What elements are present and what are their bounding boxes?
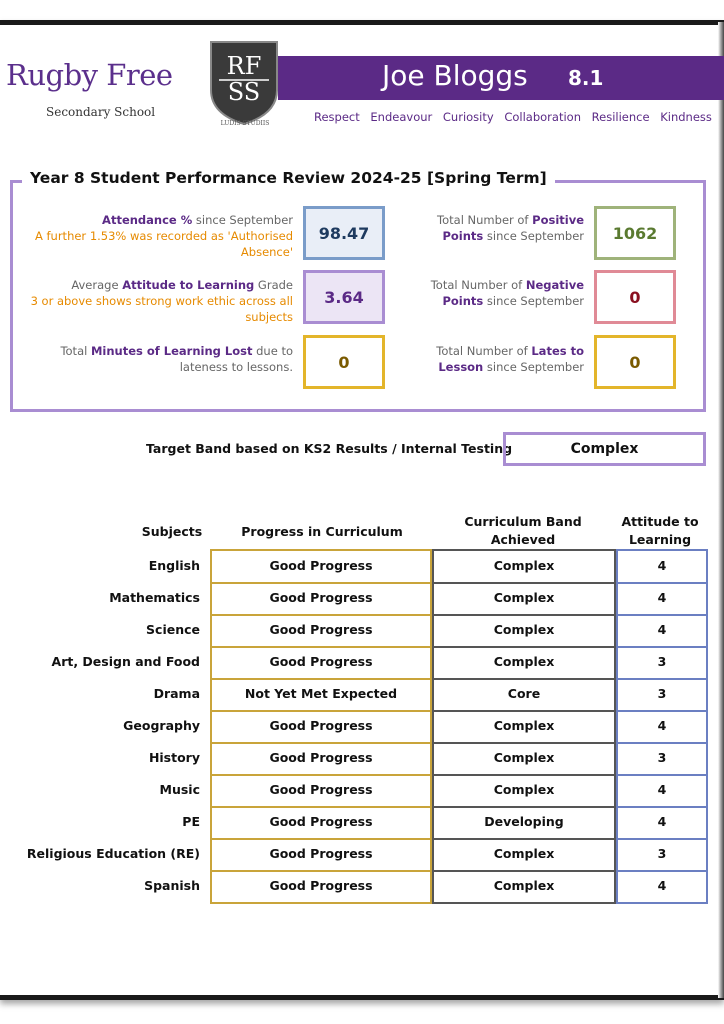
attitude-cell: 3 bbox=[657, 686, 667, 701]
target-band-label: Target Band based on KS2 Results / Internal Testing bbox=[146, 441, 513, 456]
band-cell: Complex bbox=[493, 846, 555, 861]
progress-cell: Good Progress bbox=[269, 782, 373, 797]
attitude-cell: 3 bbox=[657, 750, 667, 765]
progress-cell: Good Progress bbox=[269, 814, 373, 829]
subject-name: Music bbox=[159, 782, 200, 797]
school-name: Rugby Free bbox=[6, 58, 173, 92]
school-values bbox=[314, 110, 719, 124]
lates-label: Total Number of Lates to Lesson since September bbox=[436, 344, 584, 374]
school-subtitle: Secondary School bbox=[46, 105, 156, 119]
band-cell: Core bbox=[507, 686, 541, 701]
value-item: Kindness bbox=[660, 110, 712, 124]
band-cell: Complex bbox=[493, 654, 555, 669]
band-cell: Developing bbox=[484, 814, 564, 829]
header-attitude: Attitude to Learning bbox=[621, 514, 699, 547]
student-name: Joe Bloggs bbox=[382, 59, 528, 92]
attitude-cell: 4 bbox=[657, 878, 667, 893]
subject-name: Religious Education (RE) bbox=[26, 846, 200, 861]
attendance-note: A further 1.53% was recorded as 'Authorised Absence' bbox=[34, 229, 293, 259]
subject-name: Drama bbox=[153, 686, 200, 701]
band-cell: Complex bbox=[493, 782, 555, 797]
attitude-cell: 4 bbox=[657, 622, 667, 637]
crest-text-bottom: SS bbox=[227, 78, 261, 106]
subject-name: Mathematics bbox=[109, 590, 200, 605]
header-subjects: Subjects bbox=[141, 524, 203, 539]
subject-name: PE bbox=[182, 814, 200, 829]
school-crest-icon bbox=[207, 38, 281, 130]
value-item: Endeavour bbox=[370, 110, 433, 124]
progress-cell: Good Progress bbox=[269, 718, 373, 733]
attitude-value: 3.64 bbox=[303, 270, 385, 324]
band-cell: Complex bbox=[493, 590, 555, 605]
value-item: Collaboration bbox=[504, 110, 581, 124]
band-cell: Complex bbox=[493, 878, 555, 893]
attitude-cell: 4 bbox=[657, 718, 667, 733]
header-progress: Progress in Curriculum bbox=[241, 524, 403, 539]
progress-cell: Good Progress bbox=[269, 558, 373, 573]
minutes-lost-value: 0 bbox=[303, 335, 385, 389]
header-band: Curriculum Band Achieved bbox=[464, 514, 582, 547]
attitude-cell: 3 bbox=[657, 846, 667, 861]
attitude-cell: 4 bbox=[657, 782, 667, 797]
value-item: Respect bbox=[314, 110, 360, 124]
positive-points-label: Total Number of Positive Points since September bbox=[437, 213, 584, 243]
attitude-note: 3 or above shows strong work ethic across all subjects bbox=[30, 294, 293, 324]
review-title: Year 8 Student Performance Review 2024-25 [Spring Term] bbox=[22, 169, 555, 187]
lates-value: 0 bbox=[594, 335, 676, 389]
progress-cell: Good Progress bbox=[269, 750, 373, 765]
attendance-label: Attendance % since September A further 1.53% was recorded as 'Authorised Absence' bbox=[34, 213, 293, 259]
progress-cell: Good Progress bbox=[269, 590, 373, 605]
band-cell: Complex bbox=[493, 622, 555, 637]
value-item: Curiosity bbox=[442, 110, 494, 124]
crest-text-top: RF bbox=[226, 52, 262, 80]
school-motto: LUDIS STUDIIS bbox=[220, 120, 270, 127]
target-band-value: Complex bbox=[503, 432, 706, 466]
attendance-value: 98.47 bbox=[303, 206, 385, 260]
band-cell: Complex bbox=[493, 750, 555, 765]
subject-name: English bbox=[148, 558, 200, 573]
minutes-lost-label: Total Minutes of Learning Lost due to lateness to lessons. bbox=[60, 344, 293, 374]
attitude-cell: 4 bbox=[657, 590, 667, 605]
band-cell: Complex bbox=[493, 718, 555, 733]
attitude-cell: 4 bbox=[657, 814, 667, 829]
progress-cell: Not Yet Met Expected bbox=[244, 686, 398, 701]
subject-name: Science bbox=[146, 622, 200, 637]
progress-cell: Good Progress bbox=[269, 654, 373, 669]
subject-name: History bbox=[148, 750, 200, 765]
subject-name: Art, Design and Food bbox=[51, 654, 200, 669]
progress-cell: Good Progress bbox=[269, 622, 373, 637]
attitude-label: Average Attitude to Learning Grade 3 or above shows strong work ethic across all subjects bbox=[30, 278, 293, 324]
subject-name: Spanish bbox=[144, 878, 200, 893]
negative-points-label: Total Number of Negative Points since September bbox=[430, 278, 584, 308]
band-cell: Complex bbox=[493, 558, 555, 573]
positive-points-value: 1062 bbox=[594, 206, 676, 260]
student-class: 8.1 bbox=[568, 66, 604, 90]
attitude-cell: 4 bbox=[657, 558, 667, 573]
subject-name: Geography bbox=[123, 718, 200, 733]
negative-points-value: 0 bbox=[594, 270, 676, 324]
attitude-cell: 3 bbox=[657, 654, 667, 669]
value-item: Resilience bbox=[591, 110, 650, 124]
progress-cell: Good Progress bbox=[269, 878, 373, 893]
progress-cell: Good Progress bbox=[269, 846, 373, 861]
page-shadow bbox=[718, 22, 724, 998]
